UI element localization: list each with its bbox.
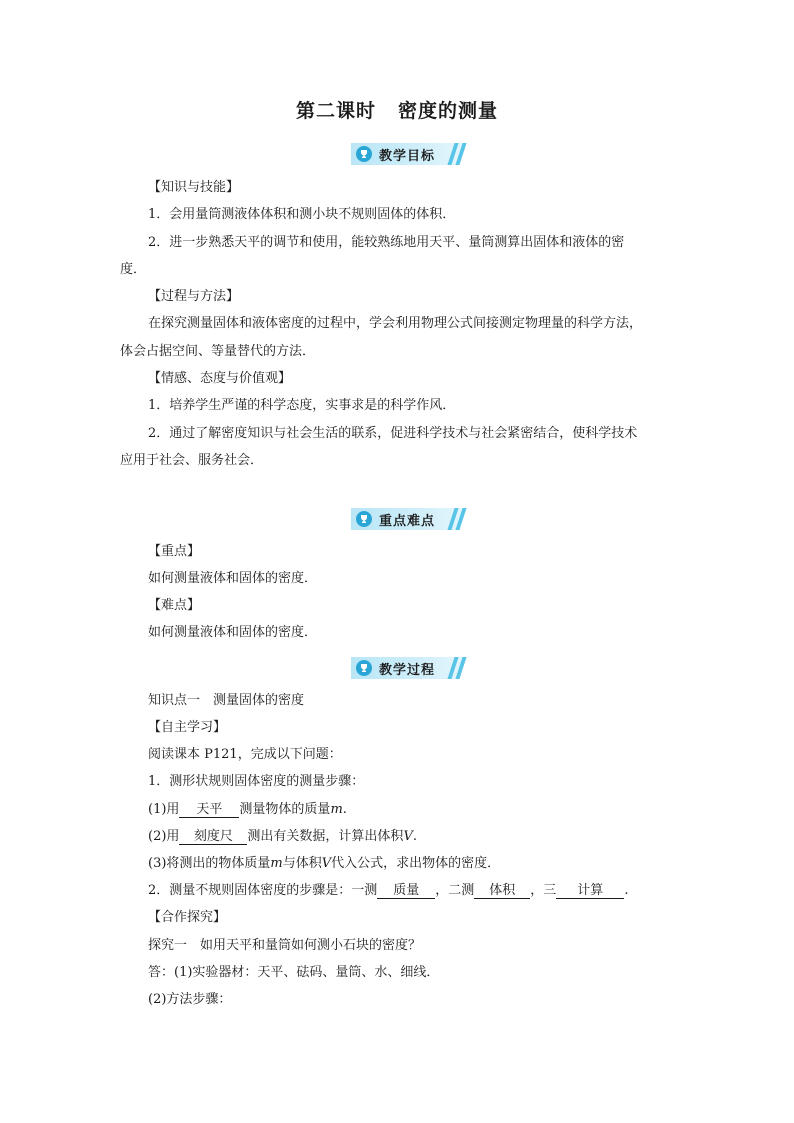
trophy-icon — [356, 511, 372, 527]
cooperative-heading: 【合作探究】 — [148, 910, 227, 925]
paragraph: 阅读课本 P121，完成以下问题： — [148, 747, 342, 762]
answer-line: (2)方法步骤： — [148, 992, 232, 1007]
question-2: 2．测量不规则固体密度的步骤是：一测 质量 ，二测 体积 ，三 计算 . — [148, 883, 629, 898]
explore-question: 探究一 如用天平和量筒如何测小石块的密度？ — [148, 938, 422, 953]
banner-label: 重点难点 — [379, 514, 436, 529]
answer-blank: 刻度尺 — [179, 829, 247, 845]
step-2: (2)用 刻度尺 测出有关数据，计算出体积V. — [148, 829, 417, 844]
banner-teaching-goals — [351, 143, 471, 165]
paragraph: 度． — [120, 262, 147, 277]
knowledge-point-title: 知识点一 测量固体的密度 — [148, 693, 305, 708]
paragraph: 如何测量液体和固体的密度． — [148, 571, 318, 586]
paragraph: 1．培养学生严谨的科学态度，实事求是的科学作风． — [148, 398, 456, 413]
process-heading: 【过程与方法】 — [148, 289, 240, 304]
answer-blank: 天平 — [179, 802, 239, 818]
paragraph: 2．进一步熟悉天平的调节和使用，能较熟练地用天平、量筒测算出固体和液体的密 — [148, 235, 625, 250]
answer-blank: 质量 — [377, 883, 435, 899]
trophy-icon — [356, 146, 372, 162]
paragraph: 体会占据空间、等量替代的方法． — [120, 344, 316, 359]
title-topic: 密度的测量 — [398, 100, 499, 122]
self-study-heading: 【自主学习】 — [148, 720, 227, 735]
trophy-icon — [356, 660, 372, 676]
paragraph: 1．测形状规则固体密度的测量步骤： — [148, 774, 365, 789]
knowledge-heading: 【知识与技能】 — [148, 180, 240, 195]
banner-label: 教学目标 — [379, 149, 436, 164]
paragraph: 如何测量液体和固体的密度． — [148, 625, 318, 640]
step-1: (1)用 天平 测量物体的质量m. — [148, 802, 347, 817]
banner-teaching-process — [351, 657, 471, 679]
answer-blank: 体积 — [474, 883, 530, 899]
difficulty-heading: 【难点】 — [148, 598, 201, 613]
title-lesson: 第二课时 — [295, 100, 376, 122]
paragraph: 1．会用量筒测液体体积和测小块不规则固体的体积． — [148, 207, 456, 222]
answer-line: 答：(1)实验器材：天平、砝码、量筒、水、细线． — [148, 965, 440, 980]
paragraph: 在探究测量固体和液体密度的过程中，学会利用物理公式间接测定物理量的科学方法， — [148, 316, 643, 331]
page-title — [0, 96, 794, 123]
step-3: (3)将测出的物体质量m与体积V代入公式，求出物体的密度． — [148, 856, 501, 871]
key-heading: 【重点】 — [148, 544, 201, 559]
emotion-heading: 【情感、态度与价值观】 — [148, 371, 292, 386]
paragraph: 应用于社会、服务社会． — [120, 453, 264, 468]
banner-label: 教学过程 — [379, 663, 436, 678]
banner-key-points — [351, 508, 471, 530]
paragraph: 2．通过了解密度知识与社会生活的联系，促进科学技术与社会紧密结合，使科学技术 — [148, 426, 638, 441]
answer-blank: 计算 — [556, 883, 624, 899]
